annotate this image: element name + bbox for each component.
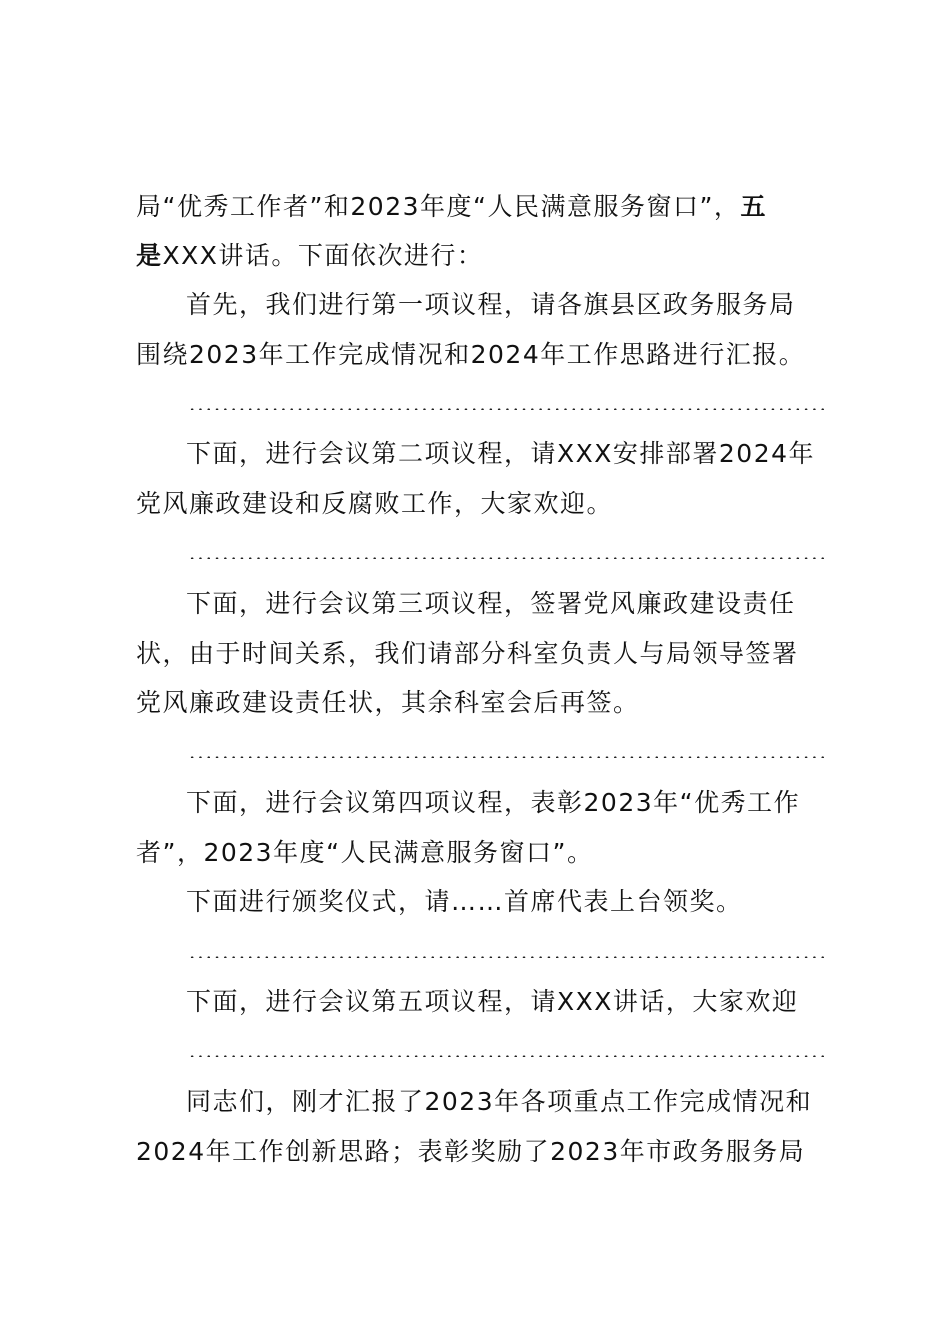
text-line: 2024年工作创新思路；表彰奖励了2023年市政务服务局 (136, 1137, 806, 1166)
text-segment: XXX讲话。下面依次进行： (162, 241, 484, 270)
ellipsis-divider (188, 956, 828, 958)
text-line: 者”，2023年度“人民满意服务窗口”。 (136, 838, 594, 867)
text-line: 下面，进行会议第五项议程，请XXX讲话，大家欢迎 (186, 987, 799, 1016)
text-line: 党风廉政建设责任状，其余科室会后再签。 (136, 688, 640, 717)
bold-text: 是 (136, 241, 163, 270)
text-segment: 局“优秀工作者”和2023年度“人民满意服务窗口”， (136, 192, 741, 221)
text-line (136, 239, 483, 273)
text-line (136, 190, 767, 224)
text-line: 同志们，刚才汇报了2023年各项重点工作完成情况和 (186, 1087, 813, 1116)
ellipsis-divider (188, 1055, 828, 1057)
text-line: 下面，进行会议第二项议程，请XXX安排部署2024年 (186, 439, 816, 468)
bold-text: 五 (740, 192, 767, 221)
text-line: 状，由于时间关系，我们请部分科室负责人与局领导签署 (136, 639, 799, 668)
text-line: 围绕2023年工作完成情况和2024年工作思路进行汇报。 (136, 340, 806, 369)
ellipsis-divider (188, 557, 828, 559)
ellipsis-divider (188, 408, 828, 410)
text-line: 下面，进行会议第三项议程，签署党风廉政建设责任 (186, 589, 796, 618)
text-line: 党风廉政建设和反腐败工作，大家欢迎。 (136, 489, 614, 518)
text-line: 下面进行颁奖仪式，请……首席代表上台领奖。 (186, 887, 743, 916)
text-line: 首先，我们进行第一项议程，请各旗县区政务服务局 (186, 290, 796, 319)
text-line: 下面，进行会议第四项议程，表彰2023年“优秀工作 (186, 788, 801, 817)
ellipsis-divider (188, 756, 828, 758)
